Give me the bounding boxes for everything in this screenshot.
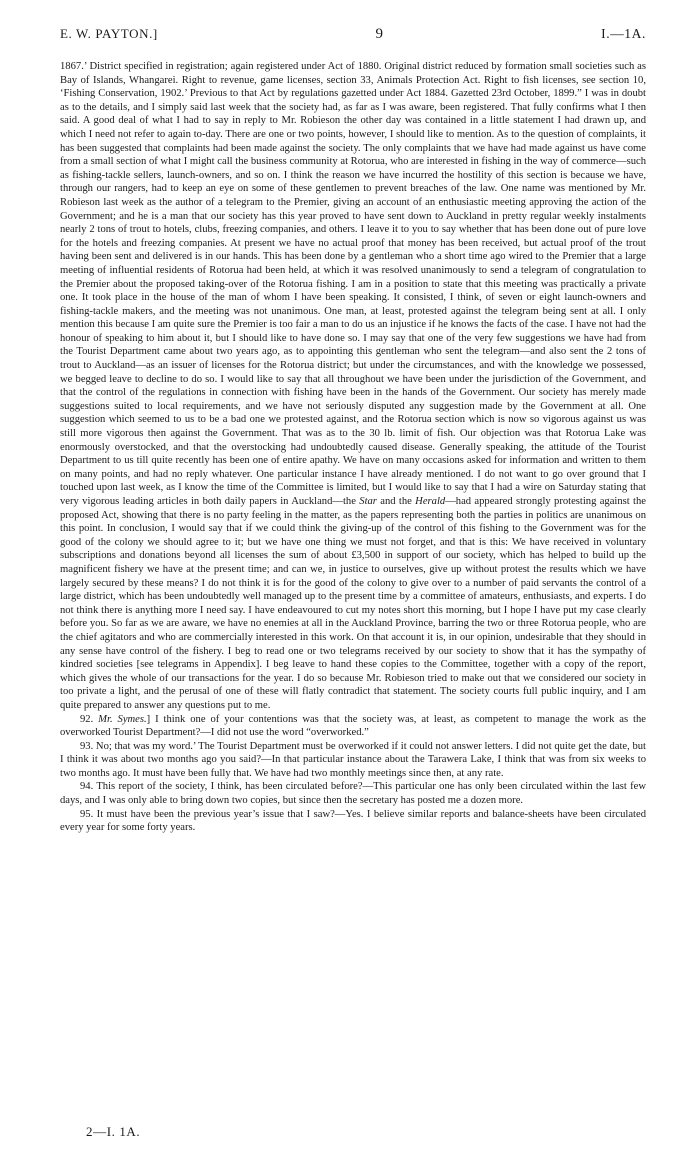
text-run: 92. (80, 713, 99, 725)
document-body (60, 60, 646, 835)
italic-text-run: Herald (415, 496, 446, 507)
signature-mark: 2—I. 1A. (86, 1124, 141, 1139)
parliamentary-paper-reference: I.—1A. (601, 26, 646, 41)
text-run: 93. No; that was my word.’ The Tourist Department must be overworked if it could not answer letters. I did not quite get the date, but I think it was about two months ago you said?—In that particular instance about the Tarawera Lake, I think that was from six weeks to two months ago. It must have been fully that. We have had two monthly meetings since then, at any rate. (60, 740, 646, 779)
header-author: E. W. PAYTON.] (60, 26, 158, 41)
text-run: 1867.’ District specified in registration; again registered under Act of 1880. Original district reduced by formation small societies such as Bay of Islands, Whangarei. Right to revenue, game licenses, section 33, Animals Protection Act. Right to fish licenses, see section 10, ‘Fishing Conservation, 1902.’ Previous to that Act by regulations gazetted under Act 1884. Gazetted 23rd October, 1899.” I was in doubt as to the details, and I simply said last week that the society had, as far as I was aware, been registered. That fully confirms what I then said. A good deal of what I had to say in reply to Mr. Robieson the other day was contained in a little statement I had drawn up, and which I need not refer to again to-day. There are one or two points, however, I should like to mention. As to the question of complaints, it has been suggested that complaints had been made against the society. The only complaints that we have had made against us have come from a small section of what I might call the business community at Rotorua, who are interested in fishing in the way of commerce—such as fishing-tackle sellers, launch-owners, and so on. I think the reason we have incurred the hostility of this section is because we have, through our rangers, had to keep an eye on some of these gentlemen to prevent breaches of the law. One name was mentioned by Mr. Robieson last week as the author of a telegram to the Premier, giving an account of an enthusiastic meeting approving the action of the Government; and he is a man that our society has this year proved to have sent down to Auckland in pretty regular weekly instalments nearly 2 tons of trout to hotels, clubs, freezing companies, and others. I leave it to you to say whether that has been done out of pure love for the hotels and freezing companies. At present we have no actual proof that money has been received, but actual proof of the trout having been sent and delivered is in our hands. This has been done by a gentleman who a short time ago wired to the Premier that a large meeting of influential residents of Rotorua had been held, at which it was resolved unanimously to send a telegram of congratulation to the Premier about the proposed taking-over of the Rotorua fishing. I am in a position to state that this meeting was practically a private one. It took place in the house of the man of whom I have been speaking. It consisted, I think, of seven or eight launch-owners and fishing-tackle makers, and the meeting was not unanimous. One man, at least, protested against the telegram being sent at all. I only mention this because I am quite sure the Premier is too fair a man to do us an injustice if he knows the facts of the case. I have not had the honour of speaking to him about it, but I should like to have done so. I may say that one of the very few suggestions we have had from the Tourist Department came about two years ago, as to appointing this gentleman who sent the telegram—and also sent the 2 tons of trout to Auckland—as an issuer of licenses for the Rotorua district; but under the circumstances, and with the knowledge we possessed, we begged leave to decline to do so. I would like to say that all throughout we have been under the jurisdiction of the Government, and that the control of the regulations in connection with fishing have been in the hands of the Government. Our society has merely made suggestions suited to local requirements, and we have not seriously disputed any suggestion made by the Government at all. One suggestion which seemed to us to be a bad one we protested against, and the Rotorua section which is now so vigorous against us was still more vigorous then against the Government. That was as to the 30 lb. limit of fish. Our objection was that Rotorua Lake was enormously overstocked, and that the overstocking had undoubtedly caused disease. Generally speaking, the attitude of the Tourist Department to us till quite recently has been one of entire apathy. We have on many occasions asked for information and written to them on many points, and had no reply whatever. One particular instance I have already mentioned. I do not want to go over ground that I touched upon last week, as I know the time of the Committee is limited, but I would like to say that I had a wire on Saturday stating that very vigorous leading articles in both daily papers in Auckland—the (60, 61, 646, 507)
text-run: —had appeared strongly protesting against the proposed Act, showing that there is no party feeling in the matter, as the papers representing both the parties in politics are unanimous on this point. In conclusion, I would say that if we could think the giving-up of the control of this fishing to the Government was for the good of the colony we should agree to it; but we have one thing we must not forget, and that is this: We have received in voluntary subscriptions and donations beyond all licenses the sum of about £3,500 in support of our society, which has helped to build up the magnificent fishery we have at the present time; and can we, in justice to ourselves, give up without protest the results which we have largely secured by these means? I do not think it is for the good of the colony to give over to a number of paid servants the control of a large district, which has been undoubtedly well managed up to the present time by a committee of amateurs, enthusiasts, and experts. I do not think there is anything more I need say. I have endeavoured to cut my notes short this morning, but I hope I have put my case clearly before you. So far as we are aware, we have no enemies at all in the Auckland Province, barring the two or three Rotorua people, who are the chief agitators and who are commercially interested in this work. On that account it is, in our opinion, undesirable that they should in any sense have control of the fishery. I beg to read one or two telegrams received by our society to show that it has the sympathy of kindred societies [see telegrams in Appendix]. I beg leave to hand these copies to the Committee, together with a copy of the report, which gives the whole of our transactions for the year. I do so because Mr. Robieson tried to make out that we considered our society in too private a light, and the perusal of one of these will flatly contradict that statement. The society courts full public inquiry, and I am quite prepared to answer any questions put to me. (60, 496, 647, 711)
italic-text-run: Star (359, 496, 377, 507)
text-run: and the (376, 496, 416, 507)
question-93 (60, 740, 646, 781)
question-94 (60, 780, 646, 807)
question-95 (60, 808, 646, 835)
text-run: ] I think one of your contentions was that the society was, at least, as competent to manage the work as the overworked Tourist Department?—I did not use the word “overworked.” (60, 713, 646, 739)
text-run: 94. This report of the society, I think, has been circulated before?—This particular one has only been circulated within the last few days, and I was only able to bring down two copies, but since then the secretary has posted me a dozen more. (60, 781, 646, 807)
italic-text-run: Mr. Symes. (98, 713, 147, 725)
question-92 (60, 713, 646, 740)
text-run: 95. It must have been the previous year’s issue that I saw?—Yes. I believe similar reports and balance-sheets have been circulated every year for some forty years. (60, 808, 646, 834)
running-header (60, 26, 646, 48)
page-number: 9 (375, 26, 384, 42)
testimony-paragraph (60, 60, 646, 713)
